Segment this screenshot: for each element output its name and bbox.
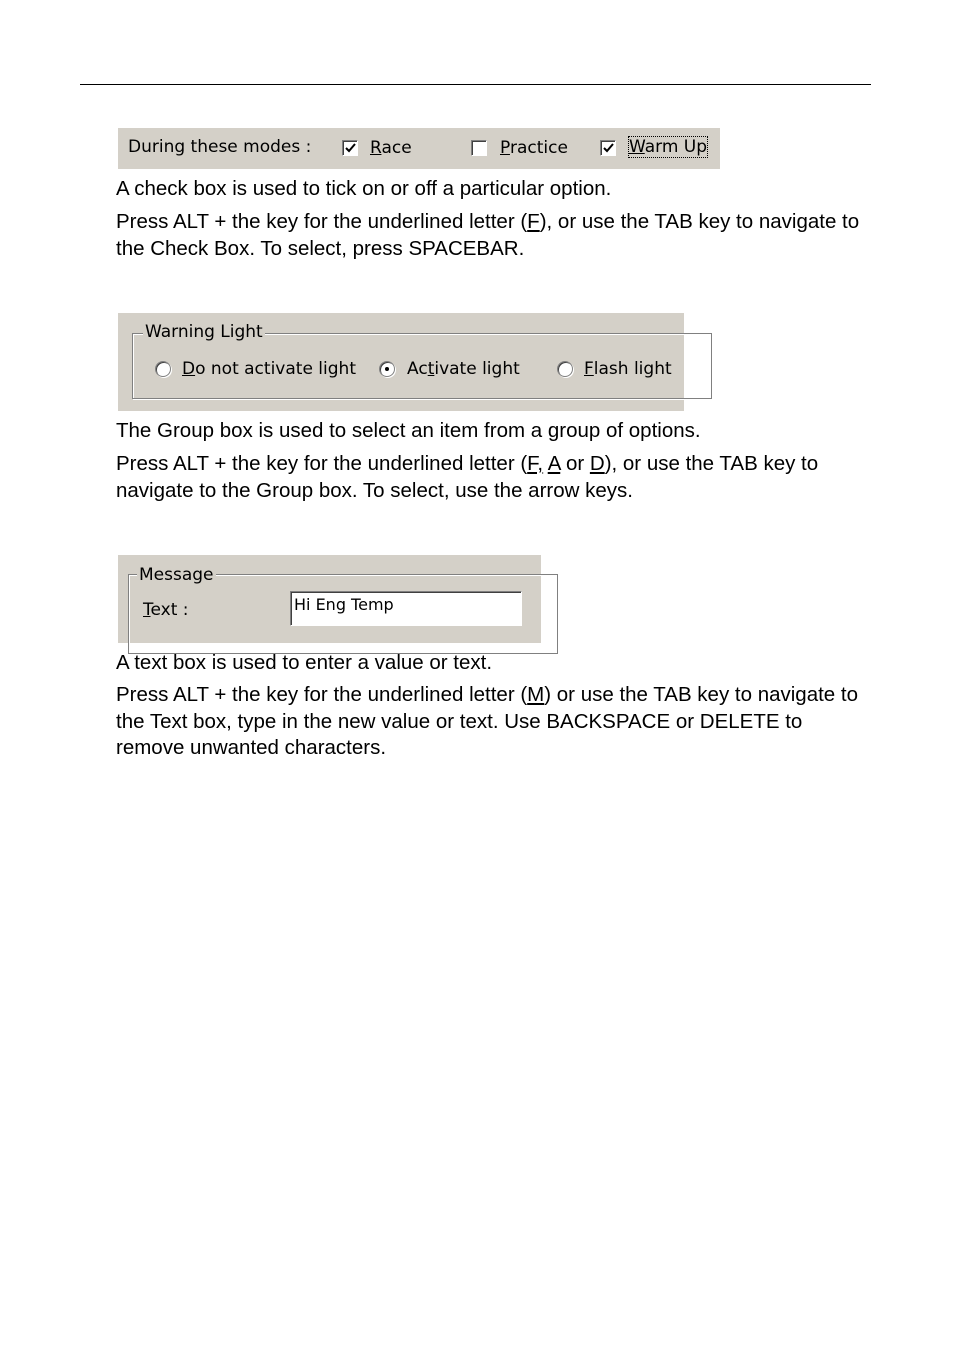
warm-up-checkbox[interactable] <box>600 140 616 156</box>
flash-light-radio[interactable] <box>557 361 573 377</box>
flash-light-label[interactable] <box>584 359 672 379</box>
text-instr-end: ) or use the TAB key to navigate to the Text box, type in the new value or text. Use BACKSPACE or DELETE to remove unwanted characters. <box>116 683 858 759</box>
modes-label: During these modes : <box>128 137 312 157</box>
flash-light-accel: F <box>584 359 594 379</box>
text-instr-key: M <box>527 683 545 706</box>
warm-up-accel: W <box>629 137 645 157</box>
group-instr-sep2: or <box>560 452 590 475</box>
group-description: The Group box is used to select an item from a group of options. <box>116 419 701 442</box>
group-legend: Warning Light <box>145 322 263 342</box>
practice-label[interactable] <box>500 138 568 158</box>
checkbox-instr-end: ), or use the TAB key to navigate to the Check Box. To select, press SPACEBAR. <box>116 210 860 260</box>
group-instr-key-f: F, <box>527 452 544 475</box>
checkmark-icon <box>345 143 356 154</box>
group-instructions <box>116 451 866 504</box>
message-text-input[interactable]: Hi Eng Temp <box>290 591 522 626</box>
do-not-activate-label[interactable] <box>182 359 356 379</box>
checkbox-instructions <box>116 209 866 262</box>
checkbox-instr-start: Press ALT + the key for the underlined letter ( <box>116 210 528 233</box>
group-instr-start: Press ALT + the key for the underlined letter ( <box>116 452 528 475</box>
group-instr-key-d: D <box>589 452 605 475</box>
text-field-label-rest: ext : <box>150 600 189 620</box>
checkmark-icon <box>603 143 614 154</box>
do-not-activate-accel: D <box>182 359 196 379</box>
do-not-activate-radio[interactable] <box>155 361 171 377</box>
text-field-accel: T <box>143 600 151 620</box>
warm-up-label[interactable] <box>629 137 707 157</box>
activate-light-rest: ivate light <box>434 359 520 379</box>
activate-light-accel: t <box>427 359 435 379</box>
group-instr-end: ), or use the TAB key to navigate to the Group box. To select, use the arrow keys. <box>116 452 819 502</box>
radio-selected-dot <box>385 367 389 371</box>
text-instr-start: Press ALT + the key for the underlined letter ( <box>116 683 528 706</box>
activate-light-pre: Ac <box>407 359 428 379</box>
text-description: A text box is used to enter a value or text. <box>116 651 493 674</box>
race-label-rest: ace <box>381 138 412 158</box>
activate-light-radio[interactable] <box>379 361 395 377</box>
message-legend: Message <box>139 565 214 585</box>
text-panel <box>118 555 541 643</box>
header-rule <box>80 84 871 85</box>
race-checkbox[interactable] <box>342 140 358 156</box>
do-not-activate-rest: o not activate light <box>195 359 356 379</box>
race-label[interactable] <box>370 138 412 158</box>
checkbox-panel <box>118 128 720 169</box>
checkbox-description: A check box is used to tick on or off a particular option. <box>116 177 612 200</box>
text-instructions <box>116 682 866 762</box>
text-field-label <box>143 600 189 620</box>
practice-label-rest: ractice <box>509 138 568 158</box>
activate-light-label[interactable] <box>407 359 520 379</box>
group-panel <box>118 313 684 411</box>
race-accel: R <box>370 138 382 158</box>
group-instr-key-a: A <box>547 452 561 475</box>
warm-up-label-rest: arm Up <box>644 137 708 157</box>
checkbox-instr-key: F <box>527 210 540 233</box>
practice-checkbox[interactable] <box>471 140 487 156</box>
flash-light-rest: lash light <box>593 359 672 379</box>
practice-accel: P <box>500 138 510 158</box>
